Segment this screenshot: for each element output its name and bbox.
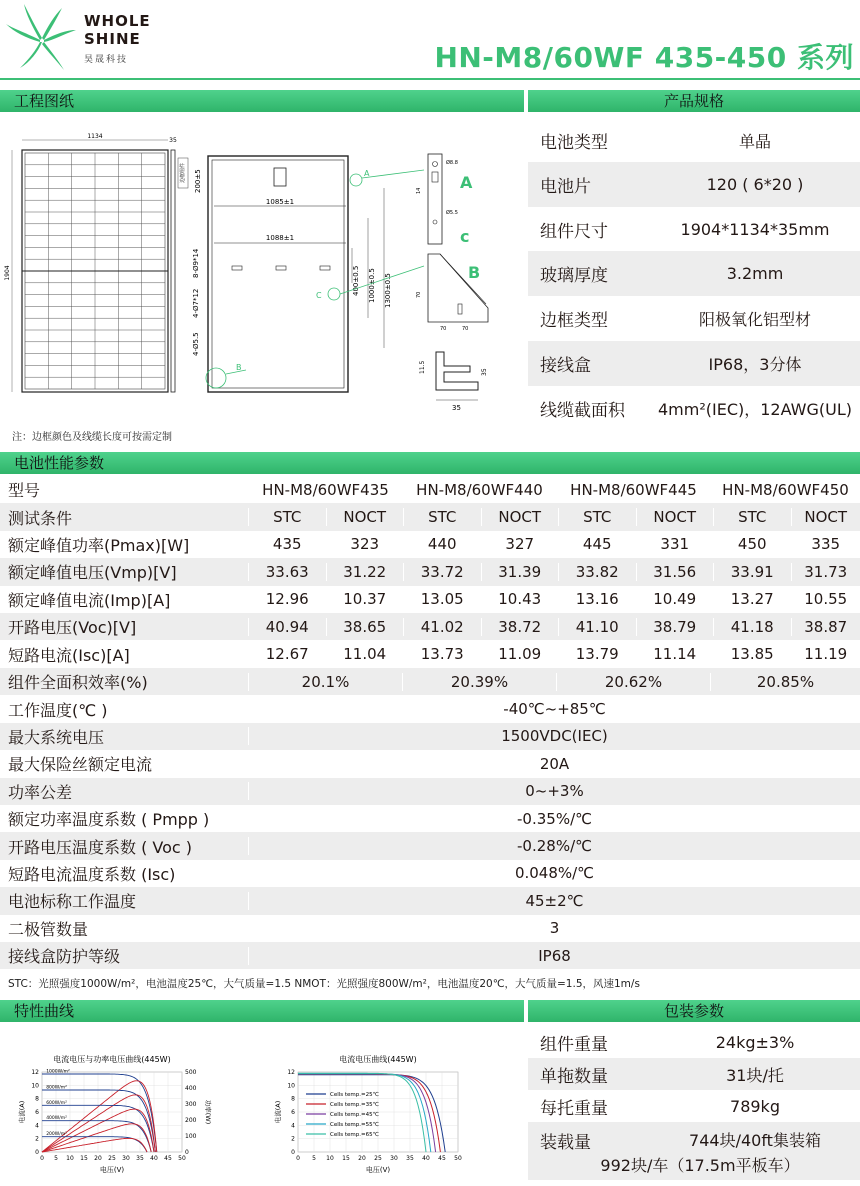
y-tick-label: 4 (35, 1122, 39, 1130)
table-row (0, 640, 860, 667)
panel-front-view (4, 133, 168, 392)
table-cell: -0.28%/℃ (248, 837, 860, 855)
brand-name-line2: SHINE (84, 30, 141, 48)
row-label: 额定功率温度系数 ( Pmpp ) (8, 810, 210, 830)
packaging-value: 789kg (730, 1096, 780, 1116)
table-cell: 41.18 (713, 618, 791, 636)
y-tick-label: 6 (291, 1109, 295, 1116)
table-cell: 40.94 (248, 618, 326, 636)
table-cell: 33.91 (713, 563, 791, 581)
x-tick-label: 15 (342, 1155, 350, 1162)
y-tick-label: 8 (35, 1095, 39, 1103)
chart-title: 电流电压曲线(445W) (339, 1055, 417, 1064)
y2-tick-label: 0 (185, 1149, 189, 1156)
series-label: 200W/m² (46, 1132, 67, 1138)
legend-label: Cells temp.=45℃ (330, 1112, 379, 1118)
x-tick-label: 50 (454, 1155, 462, 1162)
packaging-label: 组件重量 (540, 1034, 608, 1055)
y-tick-label: 10 (31, 1082, 39, 1090)
packaging-row (528, 1026, 860, 1058)
model-name: HN-M8/60WF435 (248, 481, 402, 499)
table-cell: 327 (481, 535, 559, 553)
legend-label: Cells temp.=65℃ (330, 1132, 379, 1138)
table-row (0, 695, 860, 722)
x-tick-label: 25 (374, 1155, 382, 1162)
table-cell: 31.22 (326, 563, 404, 581)
table-cell: 13.27 (713, 590, 791, 608)
spec-label: 组件尺寸 (540, 222, 608, 242)
table-cell: 10.37 (326, 590, 404, 608)
table-row (0, 805, 860, 832)
row-label: 开路电压(Voc)[V] (8, 618, 137, 638)
row-label: 型号 (8, 481, 41, 501)
x-tick-label: 30 (390, 1155, 398, 1162)
table-cell: 450 (713, 535, 791, 553)
table-cell: 33.72 (403, 563, 481, 581)
table-cell: 13.16 (558, 590, 636, 608)
detail-view-a (416, 154, 458, 244)
svg-text:400±0.5: 400±0.5 (352, 265, 360, 296)
spec-value: 阳极氧化铝型材 (698, 310, 811, 329)
engineering-drawing (0, 118, 524, 423)
table-cell: 20.85% (710, 673, 860, 691)
packaging-value: 31块/托 (726, 1065, 784, 1085)
table-cell: 10.55 (791, 590, 860, 608)
row-label: 额定峰值电流(Imp)[A] (8, 590, 171, 610)
brand-name-cn: 昊晟科技 (84, 55, 129, 65)
row-label: 电池标称工作温度 (8, 892, 137, 912)
table-row-conditions (0, 503, 860, 530)
test-conditions-note: STC：光照强度1000W/m²，电池温度25℃，大气质量=1.5 NMOT：光照强度800W/m²，电池温度20℃，大气质量=1.5，风速1m/s (8, 978, 640, 990)
svg-text:Ø8.8: Ø8.8 (446, 160, 458, 166)
svg-text:11.5: 11.5 (419, 360, 426, 374)
table-cell: 41.02 (403, 618, 481, 636)
table-row (0, 832, 860, 859)
x-tick-label: 40 (150, 1155, 158, 1162)
series-label: 800W/m² (46, 1085, 67, 1091)
table-row (0, 942, 860, 969)
table-row (0, 887, 860, 914)
spec-value: 120 ( 6*20 ) (706, 175, 804, 194)
y-tick-label: 0 (291, 1149, 295, 1156)
table-cell: 445 (558, 535, 636, 553)
table-cell: 33.63 (248, 563, 326, 581)
legend-label: Cells temp.=35℃ (330, 1102, 379, 1108)
table-cell: 0.048%/℃ (248, 864, 860, 882)
row-label: 测试条件 (8, 508, 73, 528)
table-cell: 31.73 (791, 563, 860, 581)
chart-title: 电流电压与功率电压曲线(445W) (53, 1055, 171, 1064)
svg-text:1300±0.5: 1300±0.5 (384, 273, 392, 308)
table-cell: 1500VDC(IEC) (248, 727, 860, 745)
series-label: 1000W/m² (46, 1069, 70, 1075)
svg-text:14: 14 (416, 187, 422, 194)
spec-row (528, 162, 860, 207)
table-cell: 38.79 (636, 618, 714, 636)
whole-shine-logo (4, 2, 80, 72)
table-cell: 11.14 (636, 645, 714, 663)
table-cell: 20.62% (556, 673, 710, 691)
svg-text:35: 35 (452, 404, 461, 412)
table-cell: NOCT (481, 508, 559, 526)
iv-temperature-curve-chart (262, 1044, 524, 1186)
x-tick-label: 25 (108, 1155, 116, 1162)
pv-curve-line (42, 1124, 151, 1152)
table-cell: -0.35%/℃ (248, 810, 860, 828)
row-label: 组件全面积效率(%) (8, 673, 148, 693)
y-tick-label: 12 (31, 1069, 39, 1076)
svg-text:A: A (364, 169, 370, 178)
row-label: 额定峰值功率(Pmax)[W] (8, 535, 190, 555)
packaging-row (528, 1058, 860, 1090)
svg-text:70: 70 (416, 291, 422, 298)
spec-label: 电池片 (540, 177, 591, 197)
packaging-label: 单拖数量 (540, 1066, 608, 1087)
callout-b-label: B (468, 263, 481, 282)
table-cell: 12.96 (248, 590, 326, 608)
spec-value: 单晶 (738, 132, 771, 151)
section-title-drawing: 工程图纸 (14, 92, 75, 110)
svg-text:35: 35 (169, 137, 177, 144)
svg-text:200±5: 200±5 (194, 169, 202, 193)
svg-text:1134: 1134 (87, 133, 103, 140)
svg-text:35: 35 (481, 368, 488, 376)
table-row (0, 778, 860, 805)
table-cell: 33.82 (558, 563, 636, 581)
svg-text:1088±1: 1088±1 (265, 234, 295, 242)
y2-tick-label: 300 (185, 1101, 197, 1108)
x-tick-label: 5 (54, 1155, 58, 1162)
packaging-row (528, 1122, 860, 1180)
svg-text:1000±0.5: 1000±0.5 (368, 268, 376, 303)
svg-text:70: 70 (440, 326, 447, 332)
table-cell: NOCT (791, 508, 860, 526)
row-label: 额定峰值电压(Vmp)[V] (8, 563, 177, 583)
table-cell: NOCT (636, 508, 714, 526)
table-cell: 331 (636, 535, 714, 553)
spec-value: 1904*1134*35mm (680, 220, 830, 239)
brand-name-line1: WHOLE (84, 12, 151, 30)
legend-label: Cells temp.=55℃ (330, 1122, 379, 1128)
table-row (0, 723, 860, 750)
table-cell: 20.39% (402, 673, 556, 691)
packaging-label: 装载量 (540, 1133, 591, 1153)
y-tick-label: 8 (291, 1095, 295, 1103)
table-cell: 323 (326, 535, 404, 553)
svg-text:Ø5.5: Ø5.5 (446, 210, 458, 216)
section-bar-curves (0, 1000, 524, 1022)
table-cell: NOCT (326, 508, 404, 526)
y2-tick-label: 200 (185, 1117, 197, 1124)
table-cell: 31.56 (636, 563, 714, 581)
spec-label: 玻璃厚度 (540, 266, 608, 286)
frame-cross-section (419, 352, 488, 412)
spec-row (528, 386, 860, 431)
table-cell: 335 (791, 535, 860, 553)
table-cell: 11.04 (326, 645, 404, 663)
section-title-specs: 产品规格 (663, 92, 724, 110)
table-cell: 41.10 (558, 618, 636, 636)
table-cell: 10.43 (481, 590, 559, 608)
table-cell: 13.79 (558, 645, 636, 663)
table-cell: 20A (248, 755, 860, 773)
spec-value: IP68，3分体 (708, 355, 802, 374)
svg-text:1904: 1904 (4, 265, 11, 281)
table-cell: 11.09 (481, 645, 559, 663)
svg-text:70: 70 (462, 326, 469, 332)
x-tick-label: 20 (358, 1155, 366, 1162)
row-label: 二极管数量 (8, 919, 89, 939)
table-row (0, 586, 860, 613)
table-row (0, 860, 860, 887)
spec-row (528, 341, 860, 386)
section-bar-packaging (528, 1000, 860, 1022)
table-cell: 0~+3% (248, 782, 860, 800)
model-name: HN-M8/60WF450 (710, 481, 860, 499)
row-label: 工作温度(℃ ) (8, 700, 108, 720)
x-tick-label: 40 (422, 1155, 430, 1162)
page-title: HN-M8/60WF 435-450 系列 (434, 41, 854, 74)
x-tick-label: 35 (406, 1155, 414, 1162)
table-cell: STC (248, 508, 326, 526)
y-tick-label: 4 (291, 1122, 295, 1130)
table-cell: 38.87 (791, 618, 860, 636)
svg-text:C: C (316, 291, 322, 300)
table-row (0, 613, 860, 640)
table-cell: 38.65 (326, 618, 404, 636)
svg-text:1085±1: 1085±1 (265, 198, 295, 206)
table-cell: 13.05 (403, 590, 481, 608)
spec-label: 线缆截面积 (540, 401, 625, 421)
packaging-value: 744块/40ft集装箱 (689, 1131, 821, 1150)
table-cell: 11.19 (791, 645, 860, 663)
x-tick-label: 35 (136, 1155, 144, 1162)
row-label: 最大保险丝额定电流 (8, 755, 153, 775)
table-cell: 20.1% (248, 673, 402, 691)
x-tick-label: 45 (438, 1155, 446, 1162)
table-cell: 440 (403, 535, 481, 553)
svg-text:4-Ø5.5: 4-Ø5.5 (192, 332, 200, 356)
spec-row (528, 251, 860, 296)
model-name: HN-M8/60WF440 (402, 481, 556, 499)
y-tick-label: 12 (287, 1069, 295, 1076)
table-cell: 13.73 (403, 645, 481, 663)
drawing-note: 注：边框颜色及线缆长度可按需定制 (12, 432, 172, 443)
y2-tick-label: 100 (185, 1133, 197, 1140)
table-cell: STC (713, 508, 791, 526)
callout-c-label: c (460, 227, 470, 246)
header-divider (0, 78, 860, 80)
spec-label: 接线盒 (540, 356, 591, 376)
row-label: 短路电流(Isc)[A] (8, 645, 130, 665)
pv-curve-line (42, 1138, 147, 1152)
table-cell: 45±2℃ (248, 892, 860, 910)
x-tick-label: 15 (80, 1155, 88, 1162)
spec-row (528, 296, 860, 341)
table-cell: -40℃~+85℃ (248, 700, 860, 718)
series-label: 400W/m² (46, 1116, 67, 1122)
svg-text:4-Ø7*12: 4-Ø7*12 (192, 288, 200, 318)
spec-value: 4mm²(IEC)，12AWG(UL) (657, 400, 852, 419)
packaging-value-line2: 992块/车（17.5m平板车） (600, 1156, 800, 1175)
x-tick-label: 10 (326, 1155, 334, 1162)
legend-label: Cells temp.=25℃ (330, 1092, 379, 1098)
x-tick-label: 20 (94, 1155, 102, 1162)
y-tick-label: 10 (287, 1082, 295, 1090)
row-label: 接线盒防护等级 (8, 947, 121, 967)
y-tick-label: 0 (35, 1149, 39, 1156)
x-tick-label: 0 (296, 1155, 300, 1162)
y-tick-label: 2 (291, 1135, 295, 1143)
y-axis-label: 电流(A) (274, 1100, 282, 1124)
table-row (0, 915, 860, 942)
x-axis-label: 电压(V) (365, 1166, 391, 1174)
table-cell: 38.72 (481, 618, 559, 636)
packaging-value-group (600, 1122, 860, 1176)
iv-pv-curve-chart (0, 1044, 260, 1186)
row-label: 开路电压温度系数 ( Voc ) (8, 837, 193, 857)
table-cell: 31.39 (481, 563, 559, 581)
packaging-label: 每托重量 (540, 1098, 608, 1119)
packaging-value: 24kg±3% (715, 1032, 795, 1052)
section-title-performance: 电池性能参数 (14, 454, 105, 472)
section-title-packaging: 包装参数 (663, 1002, 724, 1020)
y2-axis-label: 功率(W) (204, 1099, 212, 1125)
y-tick-label: 6 (35, 1109, 39, 1116)
callout-a-label: A (460, 173, 473, 192)
table-cell: 3 (248, 919, 860, 937)
x-tick-label: 0 (40, 1155, 44, 1162)
x-tick-label: 45 (164, 1155, 172, 1162)
table-cell: 435 (248, 535, 326, 553)
spec-label: 电池类型 (540, 133, 608, 153)
y-tick-label: 2 (35, 1135, 39, 1143)
row-label: 短路电流温度系数 (Isc) (8, 864, 176, 884)
x-tick-label: 30 (122, 1155, 130, 1162)
panel-back-view (192, 156, 392, 392)
table-row (0, 531, 860, 558)
spec-value: 3.2mm (726, 264, 784, 283)
table-cell: 10.49 (636, 590, 714, 608)
table-cell: STC (558, 508, 636, 526)
spec-label: 边框类型 (540, 311, 608, 331)
svg-text:边框组件: 边框组件 (180, 162, 186, 184)
series-label: 600W/m² (46, 1100, 67, 1106)
table-cell: STC (403, 508, 481, 526)
table-row (0, 558, 860, 585)
x-tick-label: 5 (312, 1155, 316, 1162)
y-axis-label: 电流(A) (18, 1100, 26, 1124)
row-label: 功率公差 (8, 782, 73, 802)
x-axis-label: 电压(V) (99, 1166, 125, 1174)
x-tick-label: 50 (178, 1155, 186, 1162)
section-bar-performance (0, 452, 860, 474)
row-label: 最大系统电压 (8, 727, 105, 747)
section-title-curves: 特性曲线 (14, 1002, 75, 1020)
x-tick-label: 10 (66, 1155, 74, 1162)
spec-row (528, 118, 860, 163)
table-cell: 13.85 (713, 645, 791, 663)
section-bar-drawing (0, 90, 524, 112)
table-cell: IP68 (248, 947, 860, 965)
spec-row (528, 207, 860, 252)
table-row (0, 750, 860, 777)
table-row-efficiency (0, 668, 860, 695)
table-cell: 12.67 (248, 645, 326, 663)
packaging-row (528, 1090, 860, 1122)
model-name: HN-M8/60WF445 (556, 481, 710, 499)
y2-tick-label: 500 (185, 1069, 197, 1076)
svg-text:B: B (236, 363, 242, 372)
svg-text:8-Ø9*14: 8-Ø9*14 (192, 248, 200, 278)
table-row-models (0, 476, 860, 503)
section-bar-specs (528, 90, 860, 112)
y2-tick-label: 400 (185, 1085, 197, 1092)
